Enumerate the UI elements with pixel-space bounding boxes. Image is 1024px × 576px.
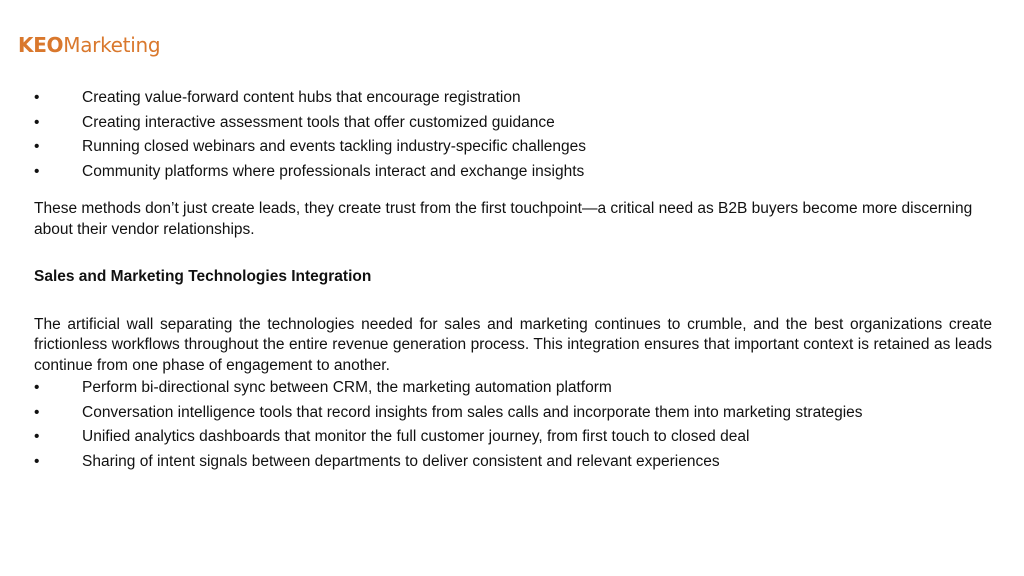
bullet-icon: • <box>34 89 40 106</box>
list-item <box>34 425 992 450</box>
bullet-icon: • <box>34 113 40 131</box>
bullet-list-lead-tactics <box>34 86 992 184</box>
bullet-icon: • <box>34 428 40 445</box>
bullet-icon: • <box>34 403 40 421</box>
list-item-text: Perform bi-directional sync between CRM, the marketing automation platform <box>82 379 612 396</box>
list-item <box>34 111 992 136</box>
keomarketing-logo <box>18 31 160 59</box>
slide-content <box>34 86 992 474</box>
list-item <box>34 376 992 401</box>
logo-keo: KEO <box>18 33 64 57</box>
list-item <box>34 86 992 111</box>
bullet-icon: • <box>34 138 40 155</box>
list-item-text: Community platforms where professionals interact and exchange insights <box>82 162 585 180</box>
list-item-text: Running closed webinars and events tackling industry-specific challenges <box>82 138 587 155</box>
list-item <box>34 135 992 160</box>
list-item-text: Creating value-forward content hubs that encourage registration <box>82 89 521 106</box>
bullet-icon: • <box>34 162 40 180</box>
paragraph-integration: The artificial wall separating the technologies needed for sales and marketing continues to crumble, and the best organizations create frictionless workflows throughout the entire revenue generation process. This integration ensures that important context is retained as leads continue from one phase of engagement to another. <box>34 315 992 374</box>
logo-marketing: Marketing <box>63 33 161 57</box>
list-item <box>34 401 992 426</box>
bullet-icon: • <box>34 452 40 470</box>
list-item-text: Creating interactive assessment tools that offer customized guidance <box>82 113 555 131</box>
paragraph-trust: These methods don’t just create leads, they create trust from the first touchpoint—a critical need as B2B buyers become more discerning about their vendor relationships. <box>34 200 973 238</box>
section-heading: Sales and Marketing Technologies Integration <box>34 268 372 285</box>
list-item-text: Sharing of intent signals between departments to deliver consistent and relevant experiences <box>82 452 720 470</box>
list-item <box>34 450 992 475</box>
list-item <box>34 160 992 185</box>
list-item-text: Unified analytics dashboards that monitor the full customer journey, from first touch to closed deal <box>82 428 750 445</box>
bullet-icon: • <box>34 379 40 396</box>
list-item-text: Conversation intelligence tools that record insights from sales calls and incorporate them into marketing strategies <box>82 403 863 421</box>
bullet-list-integration <box>34 376 992 474</box>
